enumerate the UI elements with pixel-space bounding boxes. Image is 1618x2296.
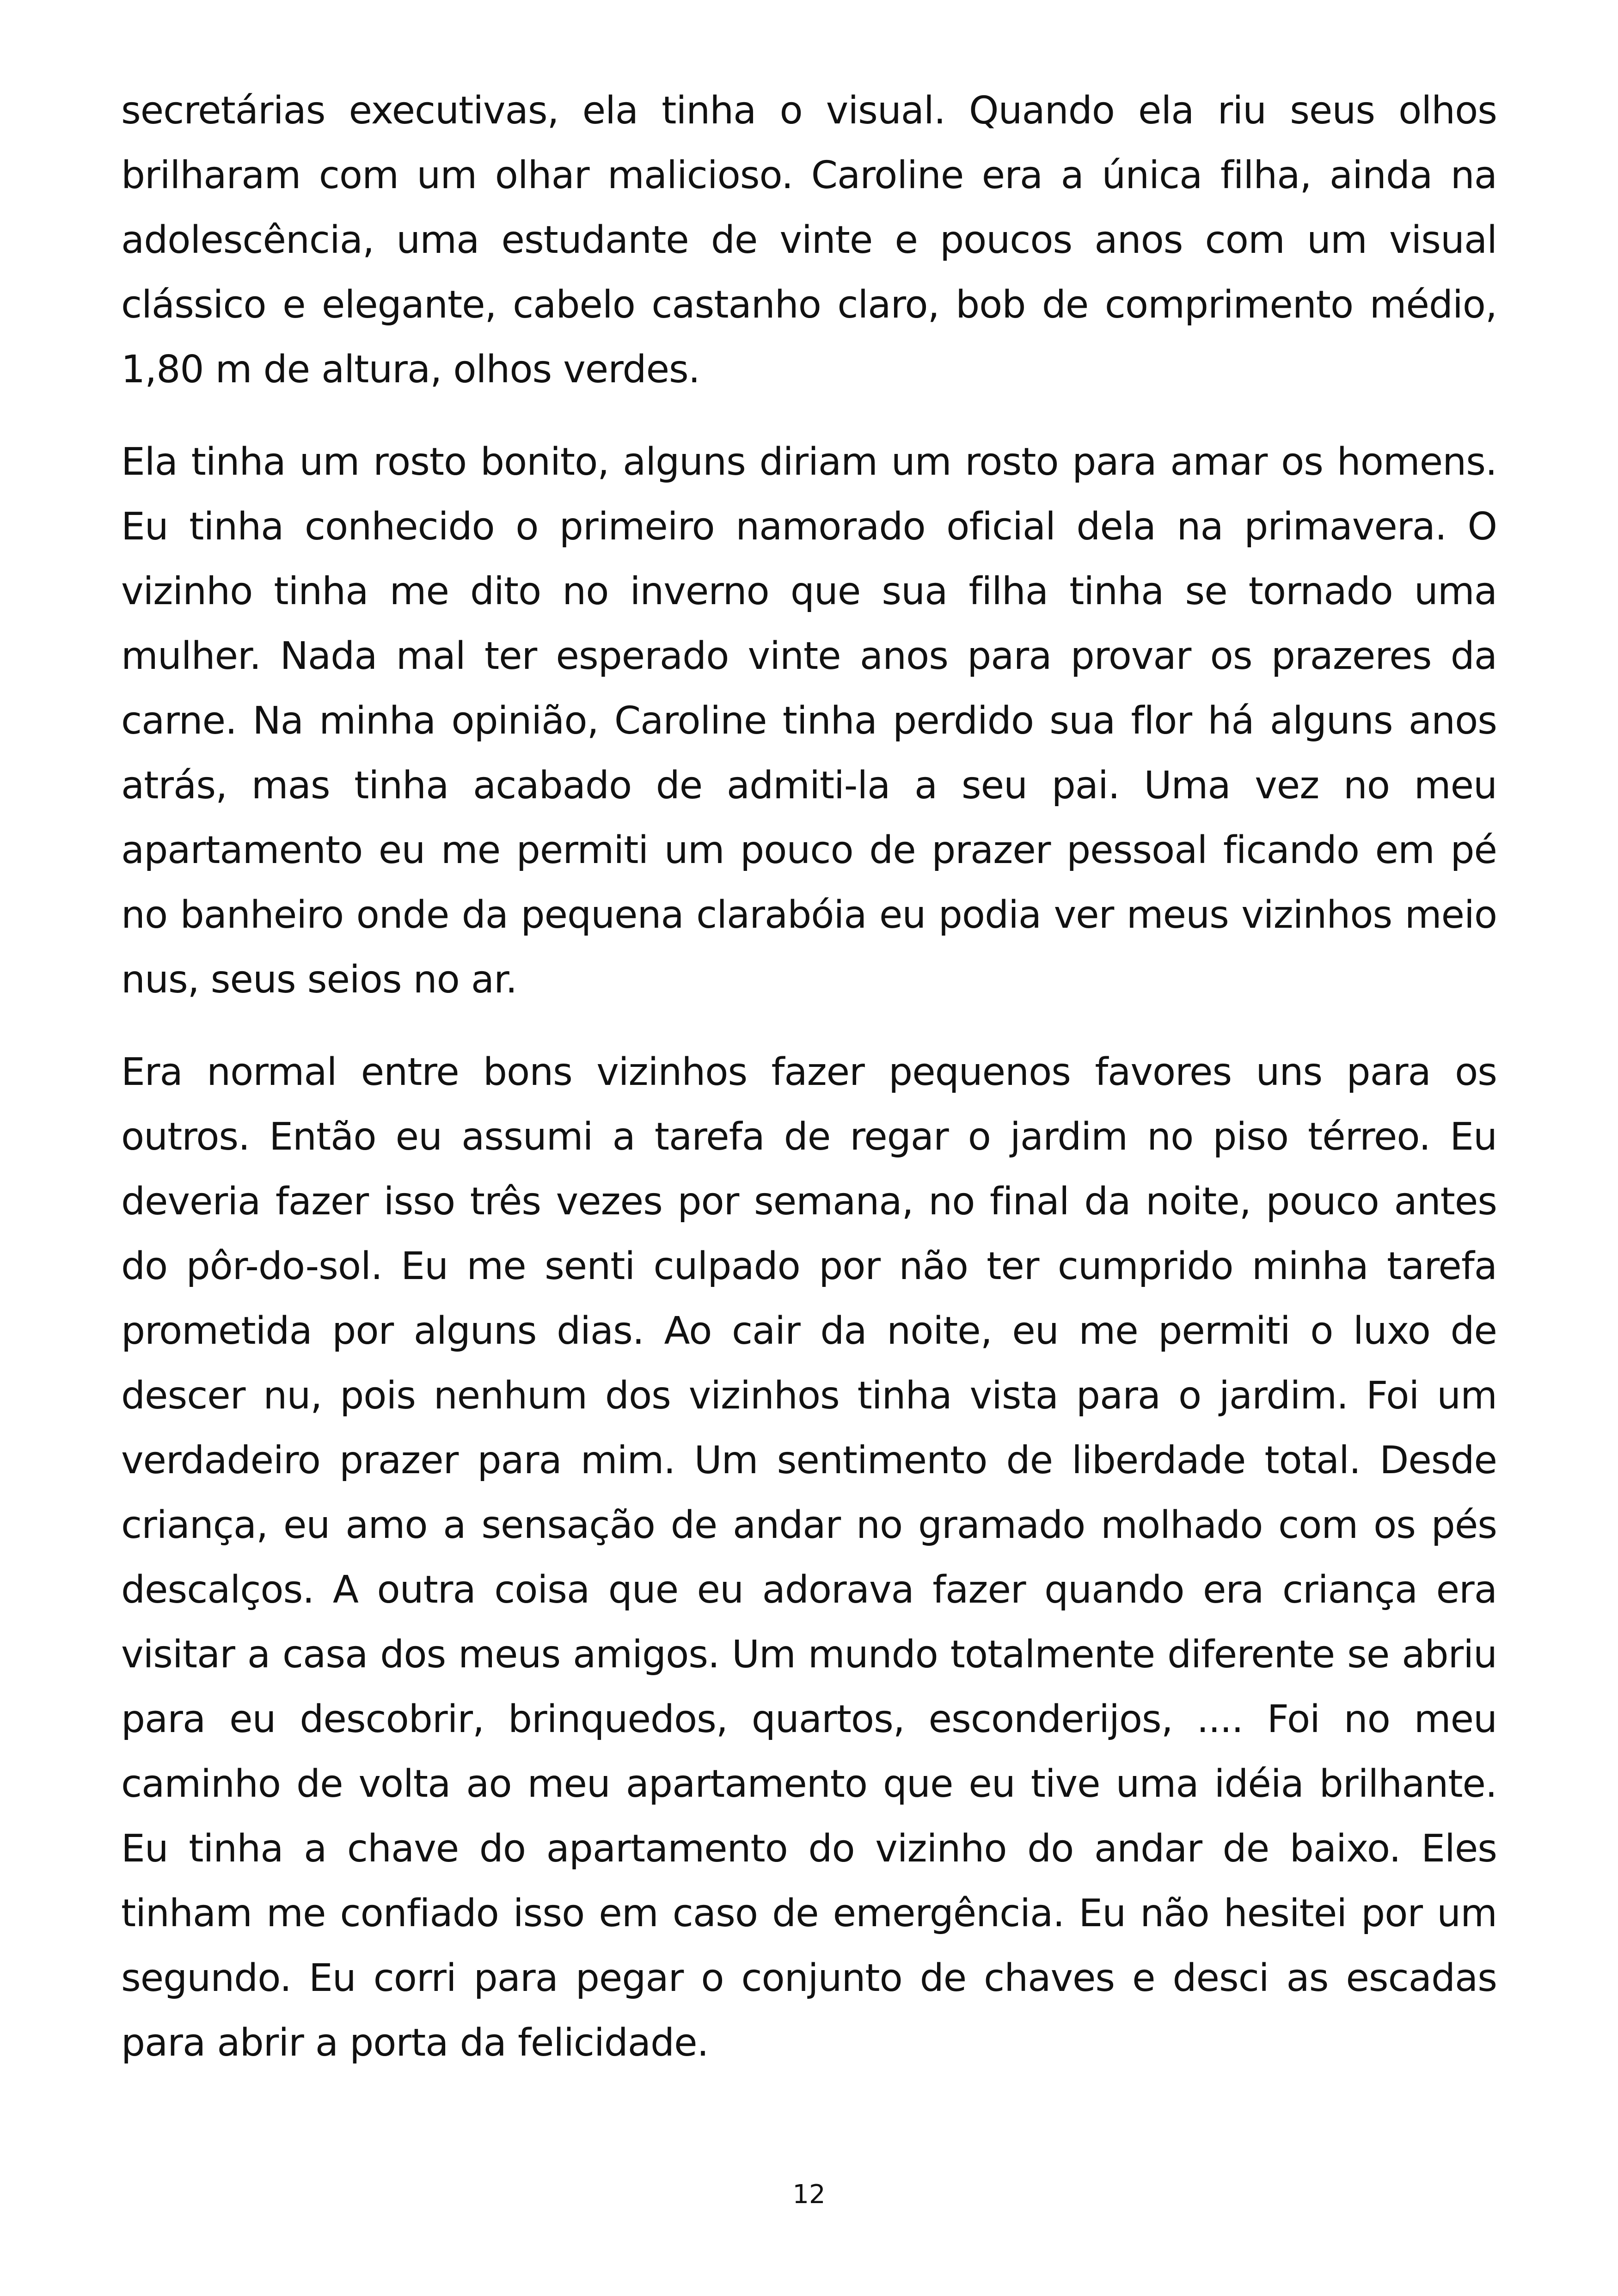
body-text	[121, 79, 1497, 2103]
paragraph-3: Era normal entre bons vizinhos fazer pequenos favores uns para os outros. Então eu assumi a tarefa de regar o jardim no piso térreo. Eu deveria fazer isso três vezes por semana, no final da noite, pouco antes do pôr-do-sol. Eu me senti culpado por não ter cumprido minha tarefa prometida por alguns dias. Ao cair da noite, eu me permiti o luxo de descer nu, pois nenhum dos vizinhos tinha vista para o jardim. Foi um verdadeiro prazer para mim. Um sentimento de liberdade total. Desde criança, eu amo a sensação de andar no gramado molhado com os pés descalços. A outra coisa que eu adorava fazer quando era criança era visitar a casa dos meus amigos. Um mundo totalmente diferente se abriu para eu descobrir, brinquedos, quartos, esconderijos, .... Foi no meu caminho de volta ao meu apartamento que eu tive uma idéia brilhante. Eu tinha a chave do apartamento do vizinho do andar de baixo. Eles tinham me confiado isso em caso de emergência. Eu não hesitei por um segundo. Eu corri para pegar o conjunto de chaves e desci as escadas para abrir a porta da felicidade.	[121, 1050, 1497, 2065]
paragraph-2: Ela tinha um rosto bonito, alguns diriam um rosto para amar os homens. Eu tinha conhecido o primeiro namorado oficial dela na primavera. O vizinho tinha me dito no inverno que sua filha tinha se tornado uma mulher. Nada mal ter esperado vinte anos para provar os prazeres da carne. Na minha opinião, Caroline tinha perdido sua flor há alguns anos atrás, mas tinha acabado de admiti-la a seu pai. Uma vez no meu apartamento eu me permiti um pouco de prazer pessoal ficando em pé no banheiro onde da pequena clarabóia eu podia ver meus vizinhos meio nus, seus seios no ar.	[121, 440, 1497, 1002]
paragraph-1: secretárias executivas, ela tinha o visual. Quando ela riu seus olhos brilharam com um olhar malicioso. Caroline era a única filha, ainda na adolescência, uma estudante de vinte e poucos anos com um visual clássico e elegante, cabelo castanho claro, bob de comprimento médio, 1,80 m de altura, olhos verdes.	[121, 89, 1497, 392]
page-number: 12	[792, 2180, 826, 2210]
